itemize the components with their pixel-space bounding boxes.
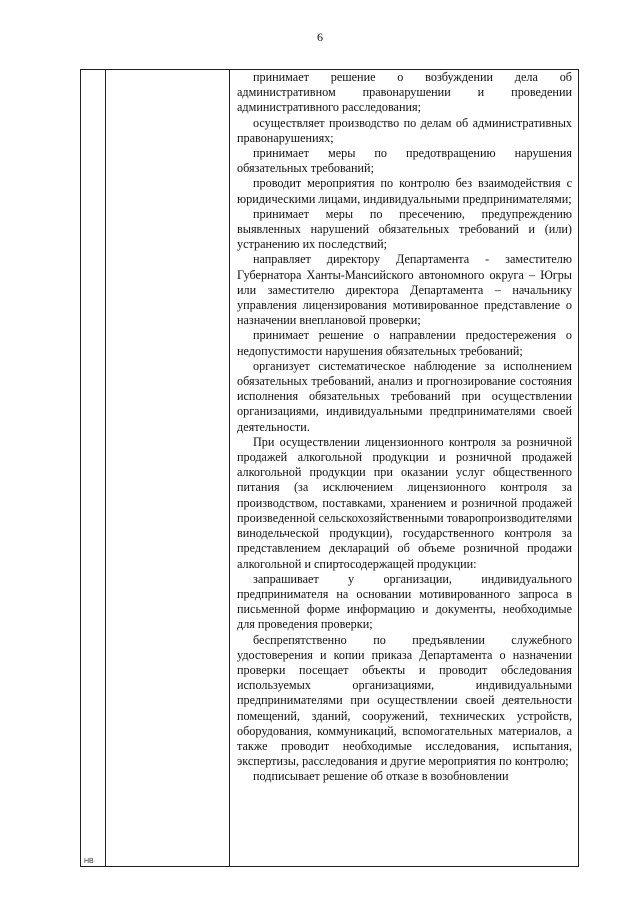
- table-column-content: [230, 70, 578, 866]
- paragraph: При осуществлении лицензионного контроля за розничной продажей алкогольной продукции и розничной продажей алкогольной продукции при оказании услуг общественного питания (за исключением лицензионного контроля за производством, поставками, хранением и розничной продажей произведенной сельскохозяйственными товаропроизводителями винодельческой продукции), государственного контроля за представлением деклараций об объеме розничной продажи алкогольной и спиртосодержащей продукции:: [237, 434, 572, 571]
- paragraph: осуществляет производство по делам об административных правонарушениях;: [237, 115, 572, 145]
- page-number: 6: [317, 30, 323, 44]
- paragraph: беспрепятственно по предъявлении служебного удостоверения и копии приказа Департамента о назначении проверки посещает объекты и проводит обследования используемых организациями, индивидуальными предпринимателями при осуществлении своей деятельности помещений, зданий, сооружений, технических устройств, оборудования, коммуникаций, вспомогательных материалов, а также проводит необходимые исследования, испытания, экспертизы, расследования и другие мероприятия по контролю;: [237, 632, 572, 769]
- paragraph: принимает решение о возбуждении дела об административном правонарушении и проведении административного расследования;: [237, 70, 572, 115]
- table-column-name: [106, 70, 230, 866]
- paragraph: запрашивает у организации, индивидуального предпринимателя на основании мотивированного запроса в письменной форме информацию и документы, необходимые для проведения проверки;: [237, 571, 572, 632]
- paragraph: подписывает решение об отказе в возобновлении: [253, 769, 509, 784]
- document-table: [80, 69, 579, 867]
- paragraph: проводит мероприятия по контролю без взаимодействия с юридическими лицами, индивидуальными предпринимателями;: [237, 176, 572, 206]
- paragraph: принимает меры по предотвращению нарушения обязательных требований;: [237, 146, 572, 176]
- paragraph: организует систематическое наблюдение за исполнением обязательных требований, анализ и прогнозирование состояния исполнения обязательных требований при осуществлении организациями, индивидуальными предпринимателями своей деятельности.: [237, 358, 572, 434]
- footer-mark: HB: [84, 858, 94, 865]
- paragraph: направляет директору Департамента - заместителю Губернатора Ханты-Мансийского автономного округа – Югры или заместителю директора Департамента – начальнику управления лицензирования мотивированное представление о назначении внеплановой проверки;: [237, 252, 572, 328]
- paragraph: принимает решение о направлении предостережения о недопустимости нарушения обязательных требований;: [237, 328, 572, 358]
- paragraph: принимает меры по пресечению, предупреждению выявленных нарушений обязательных требований и (или) устранению их последствий;: [237, 206, 572, 252]
- table-column-number: [81, 70, 106, 866]
